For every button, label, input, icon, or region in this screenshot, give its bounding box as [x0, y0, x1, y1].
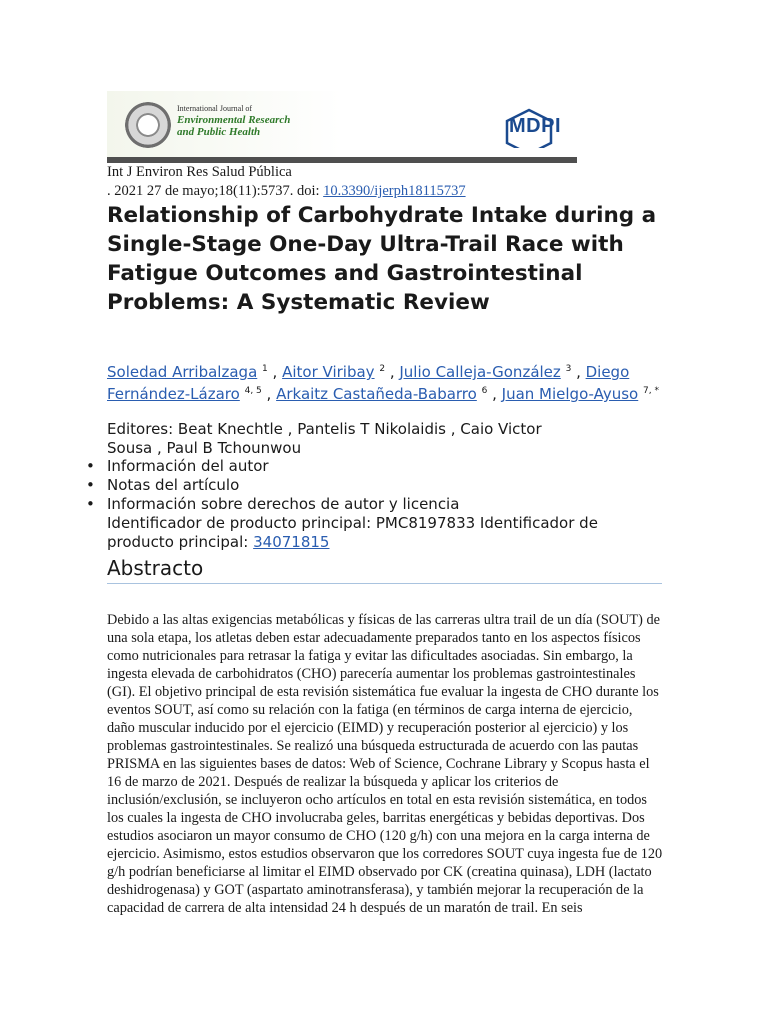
- author-separator: ,: [487, 385, 502, 403]
- bullet-icon: •: [86, 457, 95, 475]
- list-item-label: Información sobre derechos de autor y licencia: [107, 495, 460, 513]
- journal-name: [177, 105, 290, 138]
- product-identifiers: [107, 514, 647, 552]
- journal-name-line2: and Public Health: [177, 125, 261, 138]
- author-affiliation: 4, 5: [244, 386, 262, 396]
- author-link[interactable]: Aitor Viribay: [282, 363, 375, 381]
- author-affiliation: 3: [565, 364, 572, 374]
- author-affiliation: 7, *: [643, 386, 659, 396]
- author-separator: ,: [571, 363, 586, 381]
- author-separator: ,: [267, 363, 283, 381]
- article-title: Relationship of Carbohydrate Intake during a Single-Stage One-Day Ultra-Trail Race with Fatigue Outcomes and Gastrointestinal Problems: A Systematic Review: [107, 203, 657, 315]
- list-item-label: Información del autor: [107, 457, 269, 475]
- journal-name-line1: Environmental Research: [177, 113, 291, 126]
- abstract-text: Debido a las altas exigencias metabólicas y físicas de las carreras ultra trail de un día (SOUT) de una sola etapa, los atletas deben estar adecuadamente preparados tanto en los aspectos físicos como nutricionales para retrasar la fatiga y evitar las dificultades asociadas. Sin embargo, la ingesta elevada de carbohidratos (CHO) parecería aumentar los problemas gastrointestinales (GI). El objetivo principal de esta revisión sistemática fue evaluar la ingesta de CHO durante los eventos SOUT, así como su relación con la fatiga (en términos de carga interna de ejercicio, daño muscular inducido por el ejercicio (EIMD) y recuperación posterior al ejercicio) y los problemas gastrointestinales. Se realizó una búsqueda estructurada de acuerdo con las pautas PRISMA en las siguientes bases de datos: Web of Science, Cochrane Library y Scopus hasta el 16 de marzo de 2021. Después de realizar la búsqueda y aplicar los criterios de inclusión/exclusión, se incluyeron ocho artículos en total en esta revisión sistemática, en todos los cuales la ingesta de CHO involucraba geles, barritas energéticas y bebidas deportivas. Dos estudios asociaron un mayor consumo de CHO (120 g/h) con una mejora en la carga interna de ejercicio. Asimismo, estos estudios observaron que los corredores SOUT cuya ingesta fue de 120 g/h podrían beneficiarse al limitar el EIMD observado por CK (creatina quinasa), LDH (lactato deshidrogenasa) y GOT (aspartato aminotransferasa), y también mejorar la recuperación de la capacidad de carrera de alta intensidad 24 h después de un maratón de trail. En seis: [107, 612, 663, 916]
- identifier-text: Identificador de producto principal: PMC8197833 Identificador de producto principal:: [107, 514, 598, 551]
- author-link[interactable]: Julio Calleja-González: [399, 363, 561, 381]
- article-info-list: [86, 457, 459, 514]
- pmid-link[interactable]: 34071815: [253, 533, 330, 551]
- article-notes-item[interactable]: [86, 476, 459, 495]
- bullet-icon: •: [86, 495, 95, 513]
- author-link[interactable]: Soledad Arribalzaga: [107, 363, 258, 381]
- editors-line: Editores: Beat Knechtle , Pantelis T Nikolaidis , Caio Victor Sousa , Paul B Tchounwou: [107, 420, 542, 457]
- journal-name-prefix: International Journal of: [177, 104, 253, 113]
- author-link[interactable]: Juan Mielgo-Ayuso: [501, 385, 639, 403]
- author-link[interactable]: Arkaitz Castañeda-Babarro: [276, 385, 477, 403]
- citation: [107, 163, 466, 201]
- copyright-license-item[interactable]: [86, 495, 459, 514]
- author-list: [107, 360, 667, 404]
- journal-seal-icon: [125, 102, 171, 148]
- bullet-icon: •: [86, 476, 95, 494]
- author-affiliation: 2: [379, 364, 386, 374]
- citation-details-line: [107, 182, 466, 201]
- list-item-label: Notas del artículo: [107, 476, 240, 494]
- doi-link[interactable]: 10.3390/ijerph18115737: [323, 183, 466, 199]
- publisher-logo-text: MDPI: [509, 115, 561, 137]
- author-affiliation: 1: [262, 364, 268, 374]
- author-affiliation: 6: [481, 386, 488, 396]
- citation-journal: Int J Environ Res Salud Pública: [107, 164, 292, 180]
- abstract-heading: Abstracto: [107, 555, 662, 584]
- author-info-item[interactable]: [86, 457, 459, 476]
- author-separator: ,: [385, 363, 400, 381]
- citation-details: . 2021 27 de mayo;18(11):5737. doi:: [107, 183, 324, 199]
- author-link[interactable]: Diego Fernández-Lázaro: [107, 363, 630, 403]
- author-separator: ,: [261, 385, 277, 403]
- journal-banner: [107, 91, 577, 163]
